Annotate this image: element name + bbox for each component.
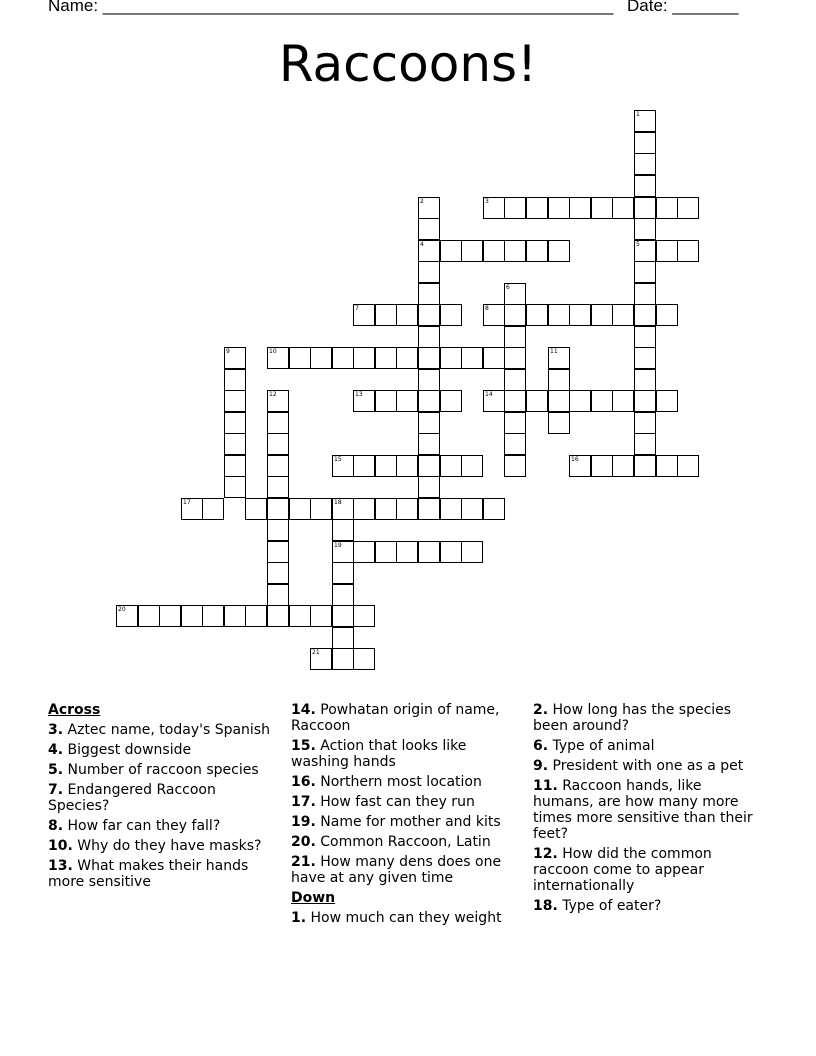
- grid-cell[interactable]: [375, 541, 397, 563]
- clue-number: 19: [334, 542, 342, 549]
- grid-cell[interactable]: [677, 240, 699, 262]
- grid-cell[interactable]: [396, 455, 418, 477]
- grid-cell[interactable]: [224, 476, 246, 498]
- grid-cell[interactable]: [440, 304, 462, 326]
- clue-number: 14: [485, 391, 493, 398]
- grid-cell[interactable]: [634, 197, 656, 219]
- grid-cell[interactable]: [483, 197, 505, 219]
- grid-cell[interactable]: [116, 605, 138, 627]
- clue-number: 11: [550, 348, 558, 355]
- grid-cell[interactable]: [310, 347, 332, 369]
- clue-number: 9: [226, 348, 230, 355]
- grid-cell[interactable]: [591, 197, 613, 219]
- grid-cell[interactable]: [418, 347, 440, 369]
- clue-number: 6: [506, 284, 510, 291]
- grid-cell[interactable]: [418, 369, 440, 391]
- grid-cell[interactable]: [548, 390, 570, 412]
- grid-cell[interactable]: [332, 519, 354, 541]
- grid-cell[interactable]: [440, 390, 462, 412]
- grid-cell[interactable]: [548, 197, 570, 219]
- grid-cell[interactable]: [353, 455, 375, 477]
- across-heading: Across: [48, 702, 101, 718]
- grid-cell[interactable]: [634, 390, 656, 412]
- down-clue: 2. How long has the species been around?: [533, 702, 732, 734]
- grid-cell[interactable]: [418, 240, 440, 262]
- grid-cell[interactable]: [202, 498, 224, 520]
- grid-cell[interactable]: [548, 347, 570, 369]
- grid-cell[interactable]: [267, 605, 289, 627]
- grid-cell[interactable]: [224, 412, 246, 434]
- grid-cell[interactable]: [548, 304, 570, 326]
- grid-cell[interactable]: [504, 412, 526, 434]
- grid-cell[interactable]: [245, 605, 267, 627]
- across-clue: 8. How far can they fall?: [48, 818, 221, 834]
- down-heading: Down: [291, 890, 336, 906]
- clue-number: 18: [334, 499, 342, 506]
- across-clue: 3. Aztec name, today's Spanish: [48, 722, 270, 738]
- grid-cell[interactable]: [569, 197, 591, 219]
- grid-cell[interactable]: [656, 197, 678, 219]
- grid-cell[interactable]: [396, 541, 418, 563]
- grid-cell[interactable]: [569, 455, 591, 477]
- grid-cell[interactable]: [548, 369, 570, 391]
- clue-number: 20: [118, 606, 126, 613]
- grid-cell[interactable]: [612, 304, 634, 326]
- down-clue: 12. How did the common raccoon come to appear internationally: [533, 846, 712, 894]
- clue-column-2: [291, 702, 521, 930]
- grid-cell[interactable]: [353, 541, 375, 563]
- grid-cell[interactable]: [267, 455, 289, 477]
- grid-cell[interactable]: [504, 455, 526, 477]
- grid-cell[interactable]: [332, 347, 354, 369]
- grid-cell[interactable]: [310, 605, 332, 627]
- clue-number: 4: [420, 241, 424, 248]
- grid-cell[interactable]: [224, 455, 246, 477]
- grid-cell[interactable]: [634, 218, 656, 240]
- grid-cell[interactable]: [677, 455, 699, 477]
- grid-cell[interactable]: [656, 390, 678, 412]
- across-clue: 7. Endangered Raccoon Species?: [48, 782, 216, 814]
- grid-cell[interactable]: [267, 433, 289, 455]
- grid-cell[interactable]: [634, 132, 656, 154]
- grid-cell[interactable]: [440, 541, 462, 563]
- grid-cell[interactable]: [267, 347, 289, 369]
- grid-cell[interactable]: [656, 455, 678, 477]
- grid-cell[interactable]: [504, 347, 526, 369]
- grid-cell[interactable]: [267, 541, 289, 563]
- grid-cell[interactable]: [634, 240, 656, 262]
- grid-cell[interactable]: [504, 433, 526, 455]
- across-clue: 17. How fast can they run: [291, 794, 475, 810]
- grid-cell[interactable]: [504, 240, 526, 262]
- grid-cell[interactable]: [483, 304, 505, 326]
- name-field-label: Name: ______________________________________________________: [48, 0, 614, 15]
- grid-cell[interactable]: [483, 390, 505, 412]
- grid-cell[interactable]: [332, 605, 354, 627]
- grid-cell[interactable]: [267, 562, 289, 584]
- grid-cell[interactable]: [483, 347, 505, 369]
- grid-cell[interactable]: [224, 390, 246, 412]
- across-clue: 14. Powhatan origin of name, Raccoon: [291, 702, 500, 734]
- grid-cell[interactable]: [504, 326, 526, 348]
- grid-cell[interactable]: [656, 240, 678, 262]
- grid-cell[interactable]: [353, 605, 375, 627]
- grid-cell[interactable]: [224, 605, 246, 627]
- grid-cell[interactable]: [504, 197, 526, 219]
- clue-number: 2: [420, 198, 424, 205]
- clue-column-1: [48, 702, 278, 894]
- clue-number: 1: [636, 111, 640, 118]
- grid-cell[interactable]: [634, 283, 656, 305]
- grid-cell[interactable]: [267, 519, 289, 541]
- across-clue: 13. What makes their hands more sensitive: [48, 858, 249, 890]
- grid-cell[interactable]: [418, 390, 440, 412]
- grid-cell[interactable]: [526, 197, 548, 219]
- grid-cell[interactable]: [569, 304, 591, 326]
- grid-cell[interactable]: [612, 455, 634, 477]
- grid-cell[interactable]: [332, 498, 354, 520]
- grid-cell[interactable]: [634, 326, 656, 348]
- clue-number: 5: [636, 241, 640, 248]
- grid-cell[interactable]: [310, 648, 332, 670]
- grid-cell[interactable]: [159, 605, 181, 627]
- grid-cell[interactable]: [418, 261, 440, 283]
- across-clue: 19. Name for mother and kits: [291, 814, 501, 830]
- across-clue: 5. Number of raccoon species: [48, 762, 259, 778]
- grid-cell[interactable]: [267, 390, 289, 412]
- grid-cell[interactable]: [483, 498, 505, 520]
- grid-cell[interactable]: [396, 347, 418, 369]
- clue-number: 17: [183, 499, 191, 506]
- grid-cell[interactable]: [461, 455, 483, 477]
- grid-cell[interactable]: [591, 304, 613, 326]
- grid-cell[interactable]: [289, 498, 311, 520]
- grid-cell[interactable]: [634, 412, 656, 434]
- grid-cell[interactable]: [461, 240, 483, 262]
- across-clue: 4. Biggest downside: [48, 742, 192, 758]
- clue-number: 7: [355, 305, 359, 312]
- date-field-label: Date: _______: [627, 0, 739, 15]
- across-clue: 21. How many dens does one have at any given time: [291, 854, 502, 886]
- grid-cell[interactable]: [418, 433, 440, 455]
- grid-cell[interactable]: [418, 326, 440, 348]
- grid-cell[interactable]: [353, 304, 375, 326]
- grid-cell[interactable]: [396, 304, 418, 326]
- grid-cell[interactable]: [526, 304, 548, 326]
- grid-cell[interactable]: [504, 390, 526, 412]
- down-clue: 6. Type of animal: [533, 738, 655, 754]
- clue-number: 3: [485, 198, 489, 205]
- grid-cell[interactable]: [634, 433, 656, 455]
- clue-number: 21: [312, 649, 320, 656]
- grid-cell[interactable]: [634, 110, 656, 132]
- grid-cell[interactable]: [504, 369, 526, 391]
- grid-cell[interactable]: [418, 283, 440, 305]
- grid-cell[interactable]: [418, 197, 440, 219]
- grid-cell[interactable]: [353, 648, 375, 670]
- grid-cell[interactable]: [612, 390, 634, 412]
- grid-cell[interactable]: [375, 498, 397, 520]
- grid-cell[interactable]: [289, 605, 311, 627]
- grid-cell[interactable]: [202, 605, 224, 627]
- clue-number: 15: [334, 456, 342, 463]
- across-clue: 20. Common Raccoon, Latin: [291, 834, 491, 850]
- grid-cell[interactable]: [634, 261, 656, 283]
- grid-cell[interactable]: [548, 240, 570, 262]
- grid-cell[interactable]: [504, 304, 526, 326]
- grid-cell[interactable]: [353, 390, 375, 412]
- grid-cell[interactable]: [634, 304, 656, 326]
- grid-cell[interactable]: [181, 498, 203, 520]
- grid-cell[interactable]: [591, 390, 613, 412]
- clue-number: 10: [269, 348, 277, 355]
- grid-cell[interactable]: [634, 347, 656, 369]
- grid-cell[interactable]: [224, 347, 246, 369]
- puzzle-title: Raccoons!: [278, 35, 538, 93]
- grid-cell[interactable]: [332, 584, 354, 606]
- grid-cell[interactable]: [245, 498, 267, 520]
- grid-cell[interactable]: [418, 498, 440, 520]
- grid-cell[interactable]: [634, 153, 656, 175]
- grid-cell[interactable]: [591, 455, 613, 477]
- grid-cell[interactable]: [375, 304, 397, 326]
- grid-cell[interactable]: [440, 498, 462, 520]
- grid-cell[interactable]: [656, 304, 678, 326]
- grid-cell[interactable]: [526, 240, 548, 262]
- grid-cell[interactable]: [418, 412, 440, 434]
- clue-number: 13: [355, 391, 363, 398]
- grid-cell[interactable]: [418, 476, 440, 498]
- grid-cell[interactable]: [310, 498, 332, 520]
- grid-cell[interactable]: [224, 369, 246, 391]
- grid-cell[interactable]: [332, 627, 354, 649]
- grid-cell[interactable]: [677, 197, 699, 219]
- clue-column-3: [533, 702, 758, 918]
- grid-cell[interactable]: [332, 541, 354, 563]
- across-clue: 16. Northern most location: [291, 774, 482, 790]
- grid-cell[interactable]: [461, 541, 483, 563]
- grid-cell[interactable]: [504, 283, 526, 305]
- grid-cell[interactable]: [440, 455, 462, 477]
- grid-cell[interactable]: [634, 369, 656, 391]
- grid-cell[interactable]: [440, 347, 462, 369]
- grid-cell[interactable]: [548, 412, 570, 434]
- grid-cell[interactable]: [267, 584, 289, 606]
- clue-number: 16: [571, 456, 579, 463]
- across-clue: 15. Action that looks like washing hands: [291, 738, 467, 770]
- grid-cell[interactable]: [138, 605, 160, 627]
- grid-cell[interactable]: [396, 498, 418, 520]
- grid-cell[interactable]: [353, 498, 375, 520]
- grid-cell[interactable]: [332, 648, 354, 670]
- grid-cell[interactable]: [375, 347, 397, 369]
- grid-cell[interactable]: [440, 240, 462, 262]
- grid-cell[interactable]: [634, 175, 656, 197]
- down-clue: 11. Raccoon hands, like humans, are how many more times more sensitive than their feet?: [533, 778, 753, 842]
- grid-cell[interactable]: [396, 390, 418, 412]
- grid-cell[interactable]: [267, 476, 289, 498]
- grid-cell[interactable]: [418, 218, 440, 240]
- grid-cell[interactable]: [181, 605, 203, 627]
- grid-cell[interactable]: [375, 455, 397, 477]
- grid-cell[interactable]: [418, 541, 440, 563]
- grid-cell[interactable]: [612, 197, 634, 219]
- grid-cell[interactable]: [483, 240, 505, 262]
- clue-number: 8: [485, 305, 489, 312]
- grid-cell[interactable]: [267, 498, 289, 520]
- grid-cell[interactable]: [418, 455, 440, 477]
- grid-cell[interactable]: [461, 347, 483, 369]
- grid-cell[interactable]: [224, 433, 246, 455]
- grid-cell[interactable]: [634, 455, 656, 477]
- grid-cell[interactable]: [267, 412, 289, 434]
- across-clue: 10. Why do they have masks?: [48, 838, 262, 854]
- grid-cell[interactable]: [526, 390, 548, 412]
- grid-cell[interactable]: [418, 304, 440, 326]
- clue-number: 12: [269, 391, 277, 398]
- grid-cell[interactable]: [569, 390, 591, 412]
- down-clue: 1. How much can they weight: [291, 910, 502, 926]
- grid-cell[interactable]: [353, 347, 375, 369]
- grid-cell[interactable]: [332, 562, 354, 584]
- down-clue: 18. Type of eater?: [533, 898, 662, 914]
- down-clue: 9. President with one as a pet: [533, 758, 744, 774]
- grid-cell[interactable]: [461, 498, 483, 520]
- grid-cell[interactable]: [332, 455, 354, 477]
- grid-cell[interactable]: [289, 347, 311, 369]
- grid-cell[interactable]: [375, 390, 397, 412]
